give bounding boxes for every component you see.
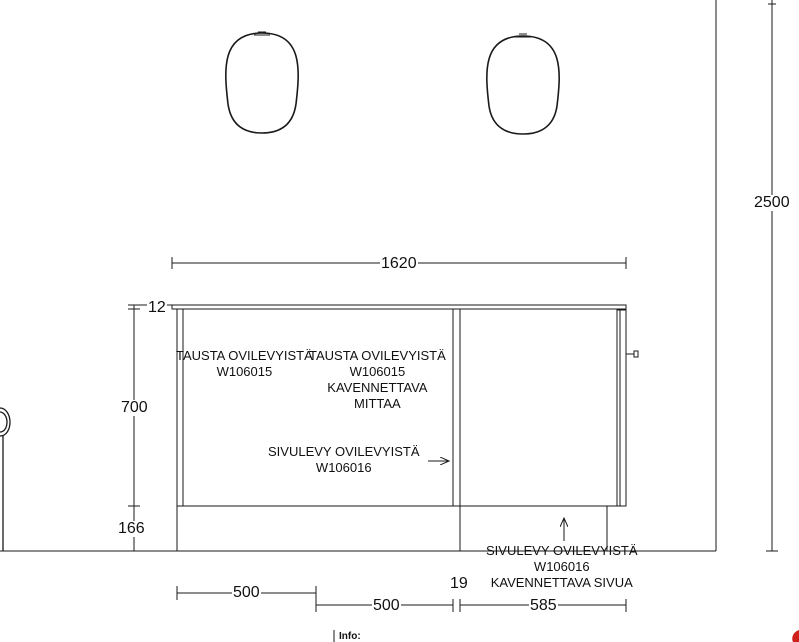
pendant-lamp-right xyxy=(487,34,559,134)
note-line: W106016 xyxy=(315,460,372,475)
dimension-top-width: 1620 xyxy=(381,255,417,272)
partial-object-left xyxy=(0,408,10,551)
pendant-lamp-left xyxy=(226,32,298,133)
dimension-line-vertical-left xyxy=(128,305,172,551)
note-line: KAVENNETTAVA SIVUA xyxy=(490,575,633,590)
red-mark xyxy=(792,630,799,642)
note-line: SIVULEVY OVILEVYISTÄ xyxy=(486,543,638,558)
dimension-section-mid: 500 xyxy=(373,597,400,614)
note-line: W106015 xyxy=(216,364,273,379)
dimension-gap: 19 xyxy=(450,575,468,592)
note-line: W106016 xyxy=(533,559,590,574)
note-line: TAUSTA OVILEVYISTÄ xyxy=(176,348,313,363)
note-side-panel-inner xyxy=(268,444,420,476)
dimension-countertop: 12 xyxy=(148,299,166,316)
note-line: SIVULEVY OVILEVYISTÄ xyxy=(268,444,420,459)
note-side-panel-outer xyxy=(486,543,638,591)
note-line: MITTAA xyxy=(354,396,401,411)
note-back-panel-mid xyxy=(309,348,446,412)
note-line: W106015 xyxy=(349,364,406,379)
note-line: KAVENNETTAVA xyxy=(327,380,428,395)
dimension-section-left: 500 xyxy=(233,584,260,601)
dimension-plinth: 166 xyxy=(118,520,145,537)
dimension-total-height: 2500 xyxy=(754,194,790,211)
note-line: TAUSTA OVILEVYISTÄ xyxy=(309,348,446,363)
note-back-panel-left xyxy=(176,348,313,380)
dimension-section-right: 585 xyxy=(530,597,557,614)
countertop xyxy=(172,305,626,309)
dimension-line-height xyxy=(766,0,778,551)
dimension-cabinet-height: 700 xyxy=(121,399,148,416)
info-label: Info: xyxy=(339,631,361,642)
cabinet-right xyxy=(460,310,638,551)
cabinet-left xyxy=(177,309,460,551)
